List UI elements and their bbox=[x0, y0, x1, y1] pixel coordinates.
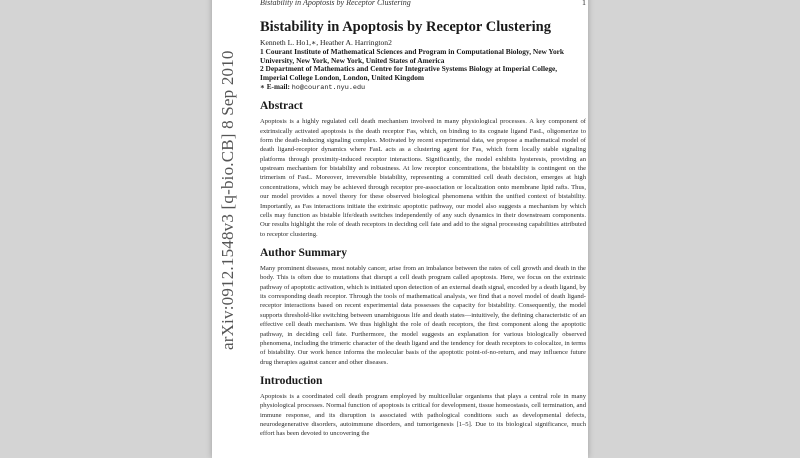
running-head-title: Bistability in Apoptosis by Receptor Clustering bbox=[260, 0, 411, 7]
paper-title: Bistability in Apoptosis by Receptor Clustering bbox=[260, 19, 551, 35]
introduction-text: Apoptosis is a coordinated cell death program employed by multicellular organisms that plays a central role in many physiological processes. Normal function of apoptosis is critical for development, tissue homeostasis, cell termination, and immune response, and its disruption is associated with pathological conditions such as developmental defects, neurodegenerative disorders, autoimmune disorders, and tumorigenesis [1–5]. Due to its biological significance, much effort has been devoted to uncovering the bbox=[260, 392, 586, 438]
page-number: 1 bbox=[582, 0, 586, 7]
arxiv-stamp: arXiv:0912.1548v3 [q-bio.CB] 8 Sep 2010 bbox=[218, 50, 237, 350]
email-address[interactable]: ho@courant.nyu.edu bbox=[291, 84, 366, 93]
abstract-text: Apoptosis is a highly regulated cell death mechanism involved in many physiological processes. A key component of extrinsically activated apoptosis is the death receptor Fas, which, on binding to its cognate ligand FasL, oligomerize to form the death-inducing signaling complex. Motivated by recent experimental data, we propose a mathematical model of death ligand-receptor dynamics where FasL acts as a clustering agent for Fas, which form locally stable signaling platforms through proximity-induced receptor interactions. Significantly, the model exhibits hysteresis, providing an upstream mechanism for bistability and robustness. At low receptor concentrations, the bistability is contingent on the trimerism of FasL. Moreover, irreversible bistability, representing a committed cell death decision, emerges at high concentrations, which may be achieved through receptor pre-association or localization onto membrane lipid rafts. Thus, our model provides a novel theory for these observed biological phenomena within the unified context of bistability. Importantly, as Fas interactions initiate the extrinsic apoptotic pathway, our model also suggests a mechanism by which cells may function as bistable life/death switches independently of any such dynamics in their downstream components. Our results highlight the role of death receptors in deciding cell fate and add to the signal processing capabilities attributed to receptor clustering. bbox=[260, 118, 586, 238]
email-line bbox=[260, 83, 586, 92]
author-summary-heading: Author Summary bbox=[260, 246, 348, 259]
authors: Kenneth L. Ho1,∗, Heather A. Harrington2 bbox=[260, 37, 392, 47]
abstract-heading: Abstract bbox=[260, 100, 303, 113]
introduction-heading: Introduction bbox=[260, 374, 323, 387]
author-summary-text: Many prominent diseases, most notably cancer, arise from an imbalance between the rates of cell growth and death in the body. This is often due to mutations that disrupt a cell death program called apoptosis. Here, we focus on the extrinsic pathway of apoptotic activation, which is initiated upon detection of an external death signal, encoded by a death ligand, by its corresponding death receptor. Through the tools of mathematical analysis, we find that a novel model of death ligand-receptor interactions based on recent experimental data possesses the capacity for bistability. Consequently, the model supports threshold-like switching between unambiguous life and death states—intuitively, the defining characteristic of an effective cell death mechanism. We thus highlight the role of death receptors, the first component along the apoptotic pathway, in deciding cell fate. Furthermore, the model suggests an explanation for various biologically observed phenomena, including the trimeric character of the death ligand and the tendency for death receptors to colocalize, in terms of bistability. Our work hence informs the molecular basis of the apoptotic point-of-no-return, and may influence future drug therapies against cancer and other diseases. bbox=[260, 264, 586, 366]
email-label: ∗ E-mail: bbox=[260, 83, 290, 92]
affiliation-2: 2 Department of Mathematics and Centre for Integrative Systems Biology at Imperial College, Imperial College London, London, United Kingdom bbox=[260, 64, 558, 83]
running-head bbox=[260, 0, 588, 7]
paper-content bbox=[260, 20, 586, 439]
affiliation-1: 1 Courant Institute of Mathematical Sciences and Program in Computational Biology, New York University, New York, New York, United States of America bbox=[260, 46, 565, 65]
